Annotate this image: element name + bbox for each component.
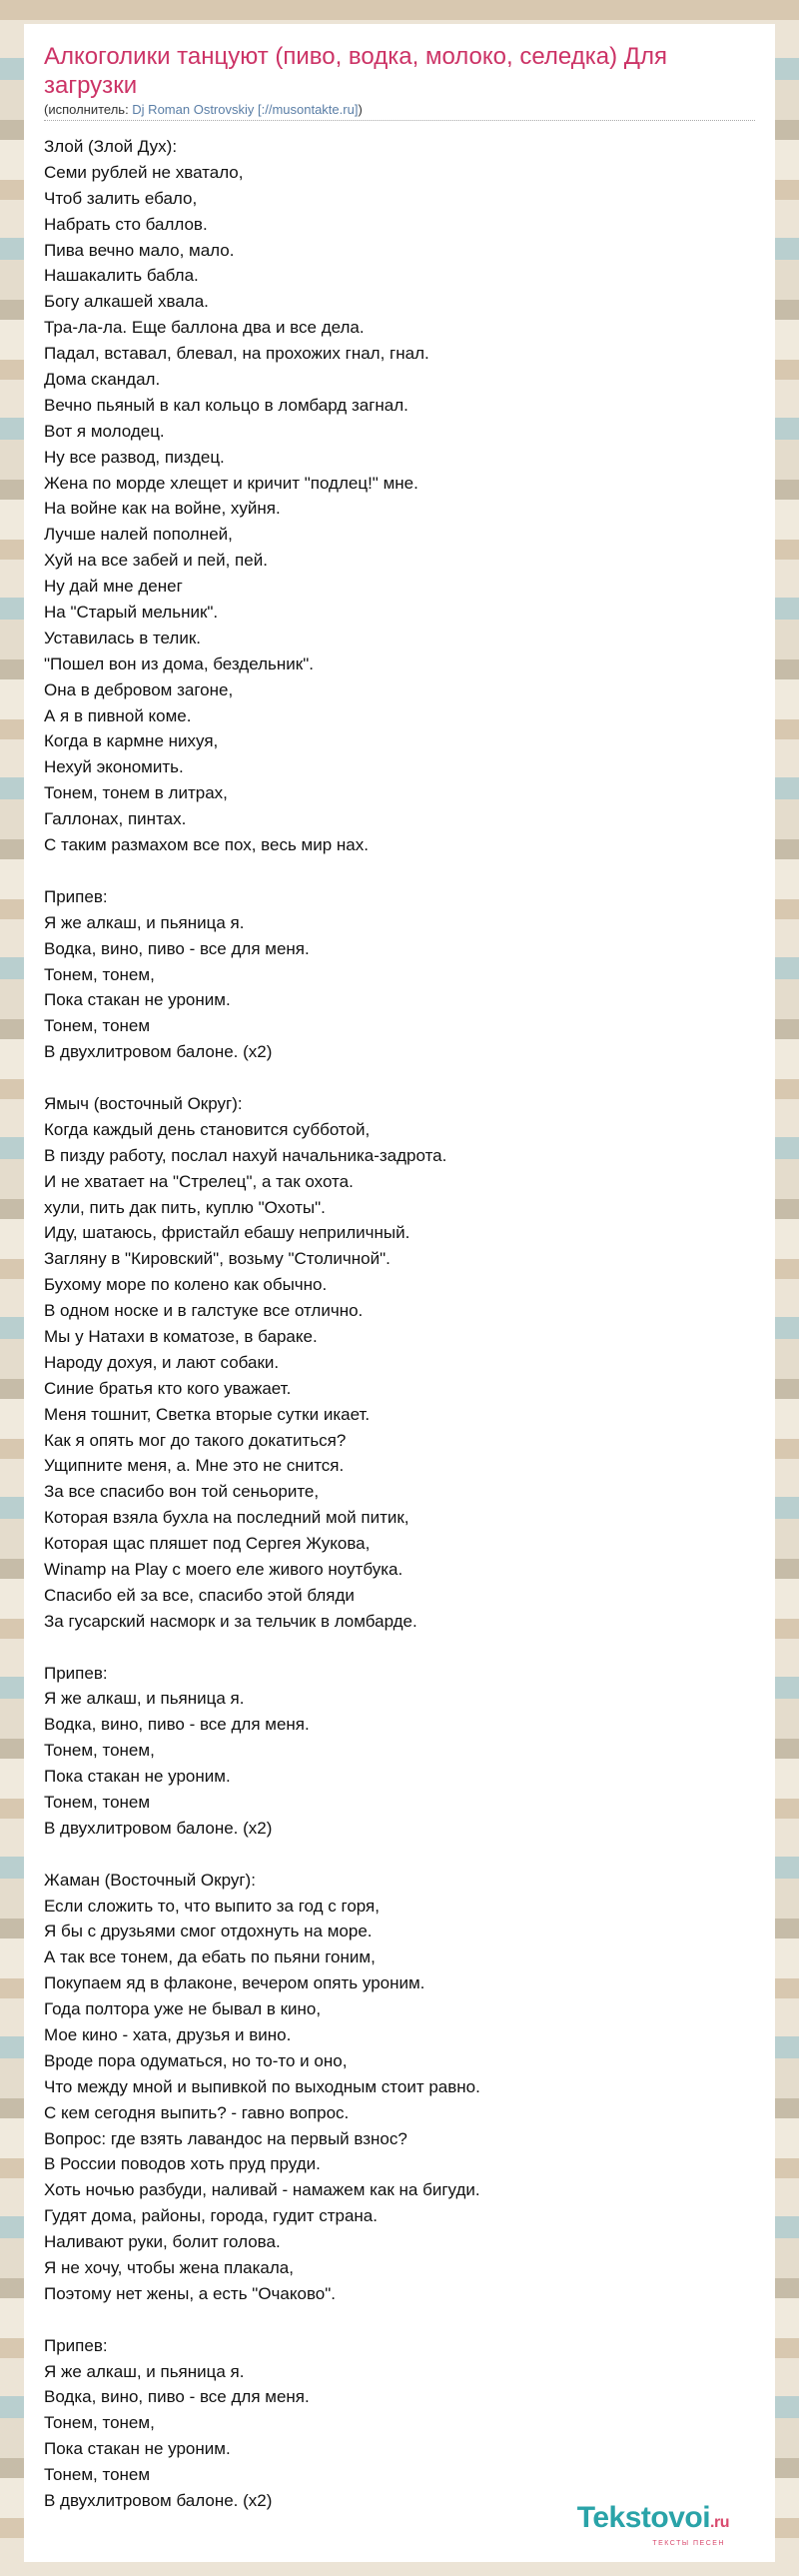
lyric-line: Я бы с друзьями смог отдохнуть на море. bbox=[44, 1922, 373, 1941]
lyric-line: Пива вечно мало, мало. bbox=[44, 240, 235, 260]
logo-tagline: ТЕКСТЫ ПЕСЕН bbox=[652, 2540, 725, 2547]
lyric-line: Нашакалить бабла. bbox=[44, 266, 199, 286]
lyric-line: Я же алкаш, и пьяница я. bbox=[44, 2361, 245, 2381]
lyric-line: За гусарский насморк и за тельчик в ломбарде. bbox=[44, 1611, 417, 1631]
lyric-line: На "Старый мельник". bbox=[44, 603, 219, 623]
lyric-line: В двухлитровом балоне. (x2) bbox=[44, 2491, 273, 2511]
lyric-line: В пизду работу, послал нахуй начальника-задрота. bbox=[44, 1145, 447, 1165]
lyric-line: Пока стакан не уроним. bbox=[44, 990, 231, 1010]
lyric-line: Она в дебровом загоне, bbox=[44, 679, 234, 699]
lyric-line: Припев: bbox=[44, 2335, 108, 2355]
lyric-line: Которая щас пляшет под Сергея Жукова, bbox=[44, 1534, 371, 1554]
lyric-line: Ущипните меня, а. Мне это не снится. bbox=[44, 1456, 345, 1476]
performer-line bbox=[44, 102, 363, 118]
lyric-line: Хоть ночью разбуди, наливай - намажем как на бигуди. bbox=[44, 2180, 480, 2200]
lyric-line: Дома скандал. bbox=[44, 370, 161, 390]
lyric-line: Тра-ла-ла. Еще баллона два и все дела. bbox=[44, 318, 365, 338]
lyric-line: "Пошел вон из дома, бездельник". bbox=[44, 653, 314, 673]
lyric-line: Тонем, тонем, bbox=[44, 2413, 155, 2433]
performer-link[interactable]: Dj Roman Ostrovskiy bbox=[132, 102, 255, 117]
lyric-line: Как я опять мог до такого докатиться? bbox=[44, 1430, 347, 1450]
lyric-line: Наливают руки, болит голова. bbox=[44, 2232, 281, 2252]
lyric-line: За все спасибо вон той сеньорите, bbox=[44, 1482, 320, 1502]
lyric-blank-line bbox=[44, 858, 755, 884]
performer-source-link[interactable]: [://musontakte.ru] bbox=[258, 102, 359, 117]
lyric-line: В России поводов хоть пруд пруди. bbox=[44, 2154, 321, 2174]
logo-main-text: Tekstovoi bbox=[576, 2501, 711, 2534]
lyric-line: Припев: bbox=[44, 1663, 108, 1683]
lyric-line: Тонем, тонем в литрах, bbox=[44, 783, 228, 803]
lyric-line: Ну все развод, пиздец. bbox=[44, 447, 225, 467]
lyric-blank-line bbox=[44, 1635, 755, 1661]
lyric-line: Чтоб залить ебало, bbox=[44, 188, 198, 208]
lyric-line: Набрать сто баллов. bbox=[44, 214, 208, 234]
lyric-line: Вопрос: где взять лавандос на первый взнос? bbox=[44, 2128, 407, 2148]
lyric-line: В двухлитровом балоне. (x2) bbox=[44, 1042, 273, 1062]
page-title: Алкоголики танцуют (пиво, водка, молоко, селедка) Для загрузки bbox=[44, 43, 667, 99]
lyric-line: Злой (Злой Дух): bbox=[44, 137, 178, 156]
lyric-line: Когда в кармне нихуя, bbox=[44, 731, 219, 751]
lyric-line: В двухлитровом балоне. (x2) bbox=[44, 1818, 273, 1838]
lyrics-card bbox=[24, 24, 775, 2562]
lyric-line: С таким размахом все пох, весь мир нах. bbox=[44, 835, 369, 855]
lyric-line: Гудят дома, районы, города, гудит страна. bbox=[44, 2206, 378, 2226]
lyric-line: Пока стакан не уроним. bbox=[44, 2439, 231, 2459]
lyric-line: Бухому море по колено как обычно. bbox=[44, 1275, 328, 1295]
lyric-line: Поэтому нет жены, а есть "Очаково". bbox=[44, 2283, 336, 2303]
lyric-blank-line bbox=[44, 1065, 755, 1091]
lyric-line: В одном носке и в галстуке все отлично. bbox=[44, 1301, 364, 1321]
lyric-line: Тонем, тонем bbox=[44, 2465, 151, 2485]
lyric-line: Я не хочу, чтобы жена плакала, bbox=[44, 2258, 294, 2278]
performer-suffix: ) bbox=[358, 102, 363, 117]
lyrics-text bbox=[44, 134, 755, 2514]
lyric-line: На войне как на войне, хуйня. bbox=[44, 499, 281, 519]
lyric-line: Мое кино - хата, друзья и вино. bbox=[44, 2025, 292, 2045]
lyric-line: Тонем, тонем, bbox=[44, 1741, 155, 1761]
lyric-line: Богу алкашей хвала. bbox=[44, 292, 209, 312]
lyric-line: Я же алкаш, и пьяница я. bbox=[44, 1689, 245, 1709]
lyric-line: Winamp на Play с моего еле живого ноутбука. bbox=[44, 1559, 403, 1579]
lyric-line: Мы у Натахи в коматозе, в бараке. bbox=[44, 1326, 318, 1346]
lyric-line: Спасибо ей за все, спасибо этой бляди bbox=[44, 1585, 355, 1605]
lyric-line: Синие братья кто кого уважает. bbox=[44, 1378, 292, 1398]
lyric-line: Тонем, тонем bbox=[44, 1016, 151, 1036]
lyric-line: Вроде пора одуматься, но то-то и оно, bbox=[44, 2050, 348, 2070]
lyric-line: Тонем, тонем bbox=[44, 1793, 151, 1812]
lyric-line: Пока стакан не уроним. bbox=[44, 1767, 231, 1787]
lyric-line: Меня тошнит, Светка вторые сутки икает. bbox=[44, 1404, 371, 1424]
site-logo[interactable] bbox=[577, 2502, 729, 2548]
lyric-line: А я в пивной коме. bbox=[44, 705, 192, 725]
lyric-line: Водка, вино, пиво - все для меня. bbox=[44, 2387, 310, 2407]
lyric-line: Я же алкаш, и пьяница я. bbox=[44, 912, 245, 932]
lyric-line: Тонем, тонем, bbox=[44, 964, 155, 984]
lyric-line: А так все тонем, да ебать по пьяни гоним, bbox=[44, 1947, 376, 1967]
lyric-line: Галлонах, пинтах. bbox=[44, 809, 187, 829]
lyric-line: Если сложить то, что выпито за год с горя, bbox=[44, 1896, 380, 1916]
lyric-line: Жена по морде хлещет и кричит "подлец!" мне. bbox=[44, 473, 418, 493]
lyric-line: Ямыч (восточный Округ): bbox=[44, 1093, 243, 1113]
performer-prefix: (исполнитель: bbox=[44, 102, 133, 117]
lyric-line: Которая взяла бухла на последний мой питик, bbox=[44, 1508, 409, 1528]
lyric-line: Уставилась в телик. bbox=[44, 628, 202, 647]
lyric-line: Ну дай мне денег bbox=[44, 577, 183, 597]
lyric-line: Когда каждый день становится субботой, bbox=[44, 1119, 371, 1139]
lyric-line: Семи рублей не хватало, bbox=[44, 162, 244, 182]
lyric-line: хули, пить дак пить, куплю "Охоты". bbox=[44, 1197, 326, 1217]
lyric-line: Покупаем яд в флаконе, вечером опять уроним. bbox=[44, 1973, 425, 1993]
lyric-blank-line bbox=[44, 1842, 755, 1868]
lyric-line: Лучше налей пополней, bbox=[44, 525, 233, 545]
lyric-line: Хуй на все забей и пей, пей. bbox=[44, 551, 268, 571]
lyric-line: И не хватает на "Стрелец", а так охота. bbox=[44, 1171, 354, 1191]
lyric-line: Что между мной и выпивкой по выходным стоит равно. bbox=[44, 2076, 480, 2096]
lyric-line: Водка, вино, пиво - все для меня. bbox=[44, 938, 310, 958]
lyric-line: Года полтора уже не бывал в кино, bbox=[44, 1999, 322, 2019]
lyric-line: С кем сегодня выпить? - гавно вопрос. bbox=[44, 2102, 350, 2122]
lyric-line: Водка, вино, пиво - все для меня. bbox=[44, 1715, 310, 1735]
lyric-line: Падал, вставал, блевал, на прохожих гнал, гнал. bbox=[44, 344, 429, 364]
lyric-line: Жаман (Восточный Округ): bbox=[44, 1870, 256, 1890]
lyric-line: Загляну в "Кировский", возьму "Столичной". bbox=[44, 1249, 391, 1269]
lyric-blank-line bbox=[44, 2307, 755, 2333]
logo-domain-suffix: .ru bbox=[710, 2514, 729, 2531]
lyric-line: Припев: bbox=[44, 886, 108, 906]
lyric-line: Иду, шатаюсь, фристайл ебашу неприличный. bbox=[44, 1223, 410, 1243]
lyric-line: Вот я молодец. bbox=[44, 421, 165, 441]
divider bbox=[44, 120, 755, 121]
lyric-line: Нехуй экономить. bbox=[44, 757, 184, 777]
lyric-line: Народу дохуя, и лают собаки. bbox=[44, 1352, 280, 1372]
lyric-line: Вечно пьяный в кал кольцо в ломбард загнал. bbox=[44, 395, 408, 415]
